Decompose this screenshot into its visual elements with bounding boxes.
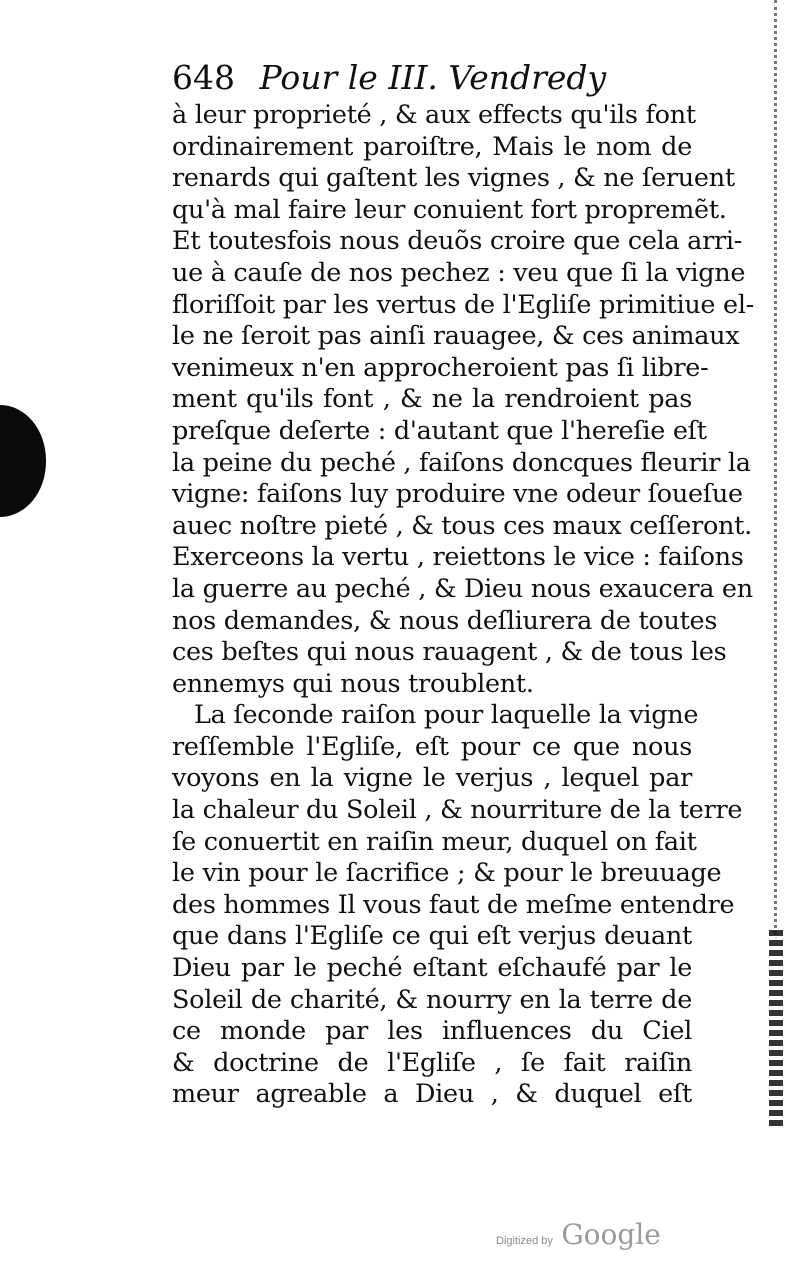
text-line: le vin pour le ſacrifice ; & pour le breuuage <box>172 858 722 889</box>
text-line: à leur proprieté , & aux effects qu'ils font <box>172 100 696 130</box>
digitized-watermark <box>496 1218 661 1251</box>
text-line: la chaleur du Soleil , & nourriture de la terre <box>172 795 743 826</box>
text-line: nos demandes, & nous deſliurera de toutes <box>172 605 718 636</box>
text-line: & doctrine de l'Egliſe , ſe fait raiſin <box>172 1047 692 1078</box>
watermark-brand: Google <box>561 1218 661 1251</box>
page-edge <box>768 0 777 940</box>
watermark-prefix: Digitized by <box>496 1235 553 1247</box>
page-number: 648 <box>172 58 235 97</box>
page-edge-bottom <box>769 930 783 1130</box>
text-line: Soleil de charité, & nourry en la terre de <box>172 984 692 1015</box>
body-text <box>172 100 754 1111</box>
text-line: Exerceons la vertu , reiettons le vice : faiſons <box>172 542 744 573</box>
text-line: Et toutesfois nous deuõs croire que cela arri- <box>172 226 743 257</box>
text-line: qu'à mal faire leur conuient fort propremẽt. <box>172 194 727 225</box>
text-line: auec noſtre pieté , & tous ces maux ceſſeront. <box>172 510 752 541</box>
text-line: renards qui gaſtent les vignes , & ne ſeruent <box>172 163 735 194</box>
text-line: des hommes Il vous faut de meſme entendre <box>172 889 735 920</box>
running-header <box>172 58 672 98</box>
text-line: ſe conuertit en raiſin meur, duquel on fait <box>172 826 697 857</box>
text-line: ennemys qui nous troublent. <box>172 668 534 699</box>
text-line: meur agreable a Dieu , & duquel eſt <box>172 1079 692 1110</box>
text-line: le ne ſeroit pas ainſi rauagee, & ces animaux <box>172 321 740 352</box>
text-line: que dans l'Egliſe ce qui eſt verjus deuant <box>172 921 692 952</box>
text-line: reſſemble l'Egliſe, eſt pour ce que nous <box>172 731 692 762</box>
text-line: preſque deſerte : d'autant que l'hereſie eſt <box>172 415 707 446</box>
text-line: ordinairement paroiſtre, Mais le nom de <box>172 131 692 162</box>
text-line: la peine du peché , faiſons doncques fleurir la <box>172 447 751 478</box>
text-line: Dieu par le peché eſtant eſchaufé par le <box>172 953 692 984</box>
text-line: ce monde par les influences du Ciel <box>172 1016 692 1047</box>
text-line: La ſeconde raiſon pour laquelle la vigne <box>194 700 699 731</box>
text-line: ment qu'ils font , & ne la rendroient pas <box>172 384 692 415</box>
bleed-through-mark <box>0 405 46 517</box>
text-line: voyons en la vigne le verjus , lequel par <box>172 763 692 794</box>
text-line: venimeux n'en approcheroient pas ſi libre- <box>172 352 709 383</box>
text-line: ces beſtes qui nous rauagent , & de tous les <box>172 637 727 668</box>
text-line: la guerre au peché , & Dieu nous exaucera en <box>172 573 753 604</box>
text-line: vigne: faiſons luy produire vne odeur ſoueſue <box>172 479 743 510</box>
text-line: ue à cauſe de nos pechez : veu que ſi la vigne <box>172 257 746 288</box>
running-title: Pour le III. Vendredy <box>259 58 607 97</box>
text-line: floriſſoit par les vertus de l'Egliſe primitiue el- <box>172 289 754 320</box>
